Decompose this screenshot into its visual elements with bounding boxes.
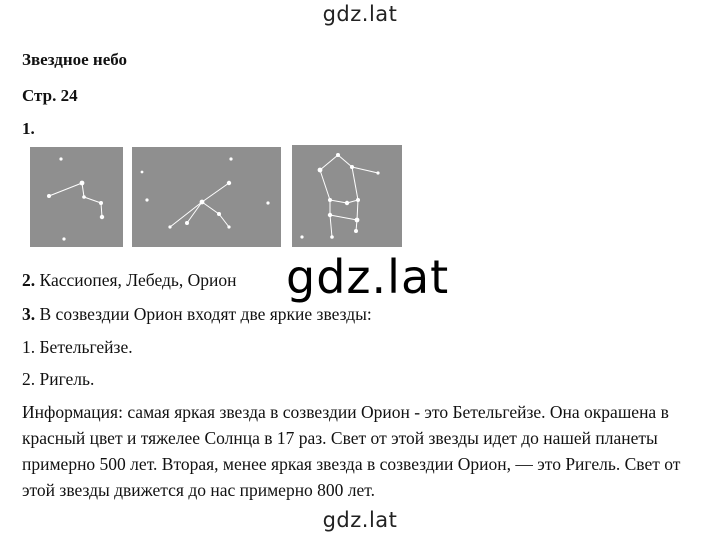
task-2 [22, 270, 237, 291]
list-item: 2. Ригель. [22, 369, 95, 389]
section-title: Звездное небо [22, 50, 128, 69]
watermark-top: gdz.lat [322, 2, 398, 26]
orion-map [292, 145, 402, 247]
info-paragraph: Информация: самая яркая звезда в созвездии Орион - это Бетельгейзе. Она окрашена в красный цвет и тяжелее Солнца в 17 раз. Свет от этой звезды идет до нашей планеты примерно 500 лет. Вторая, менее яркая звезда в созвездии Орион, — это Ригель. Свет от этой звезды движется до нас примерно 800 лет. [22, 402, 681, 500]
list-item: 1. Бетельгейзе. [22, 337, 133, 357]
page-number: Стр. 24 [22, 86, 78, 105]
watermark-large: gdz.lat [286, 250, 450, 304]
task-3 [22, 304, 372, 325]
task-1-number: 1. [22, 119, 35, 138]
task-3-text: В созвездии Орион входят две яркие звезды: [35, 304, 372, 324]
task-3-number: 3. [22, 304, 36, 324]
task-2-number: 2. [22, 270, 36, 290]
watermark-bottom: gdz.lat [322, 508, 398, 532]
task-2-text: Кассиопея, Лебедь, Орион [35, 270, 237, 290]
cygnus-map [132, 147, 281, 247]
cassiopeia-map [30, 147, 123, 247]
